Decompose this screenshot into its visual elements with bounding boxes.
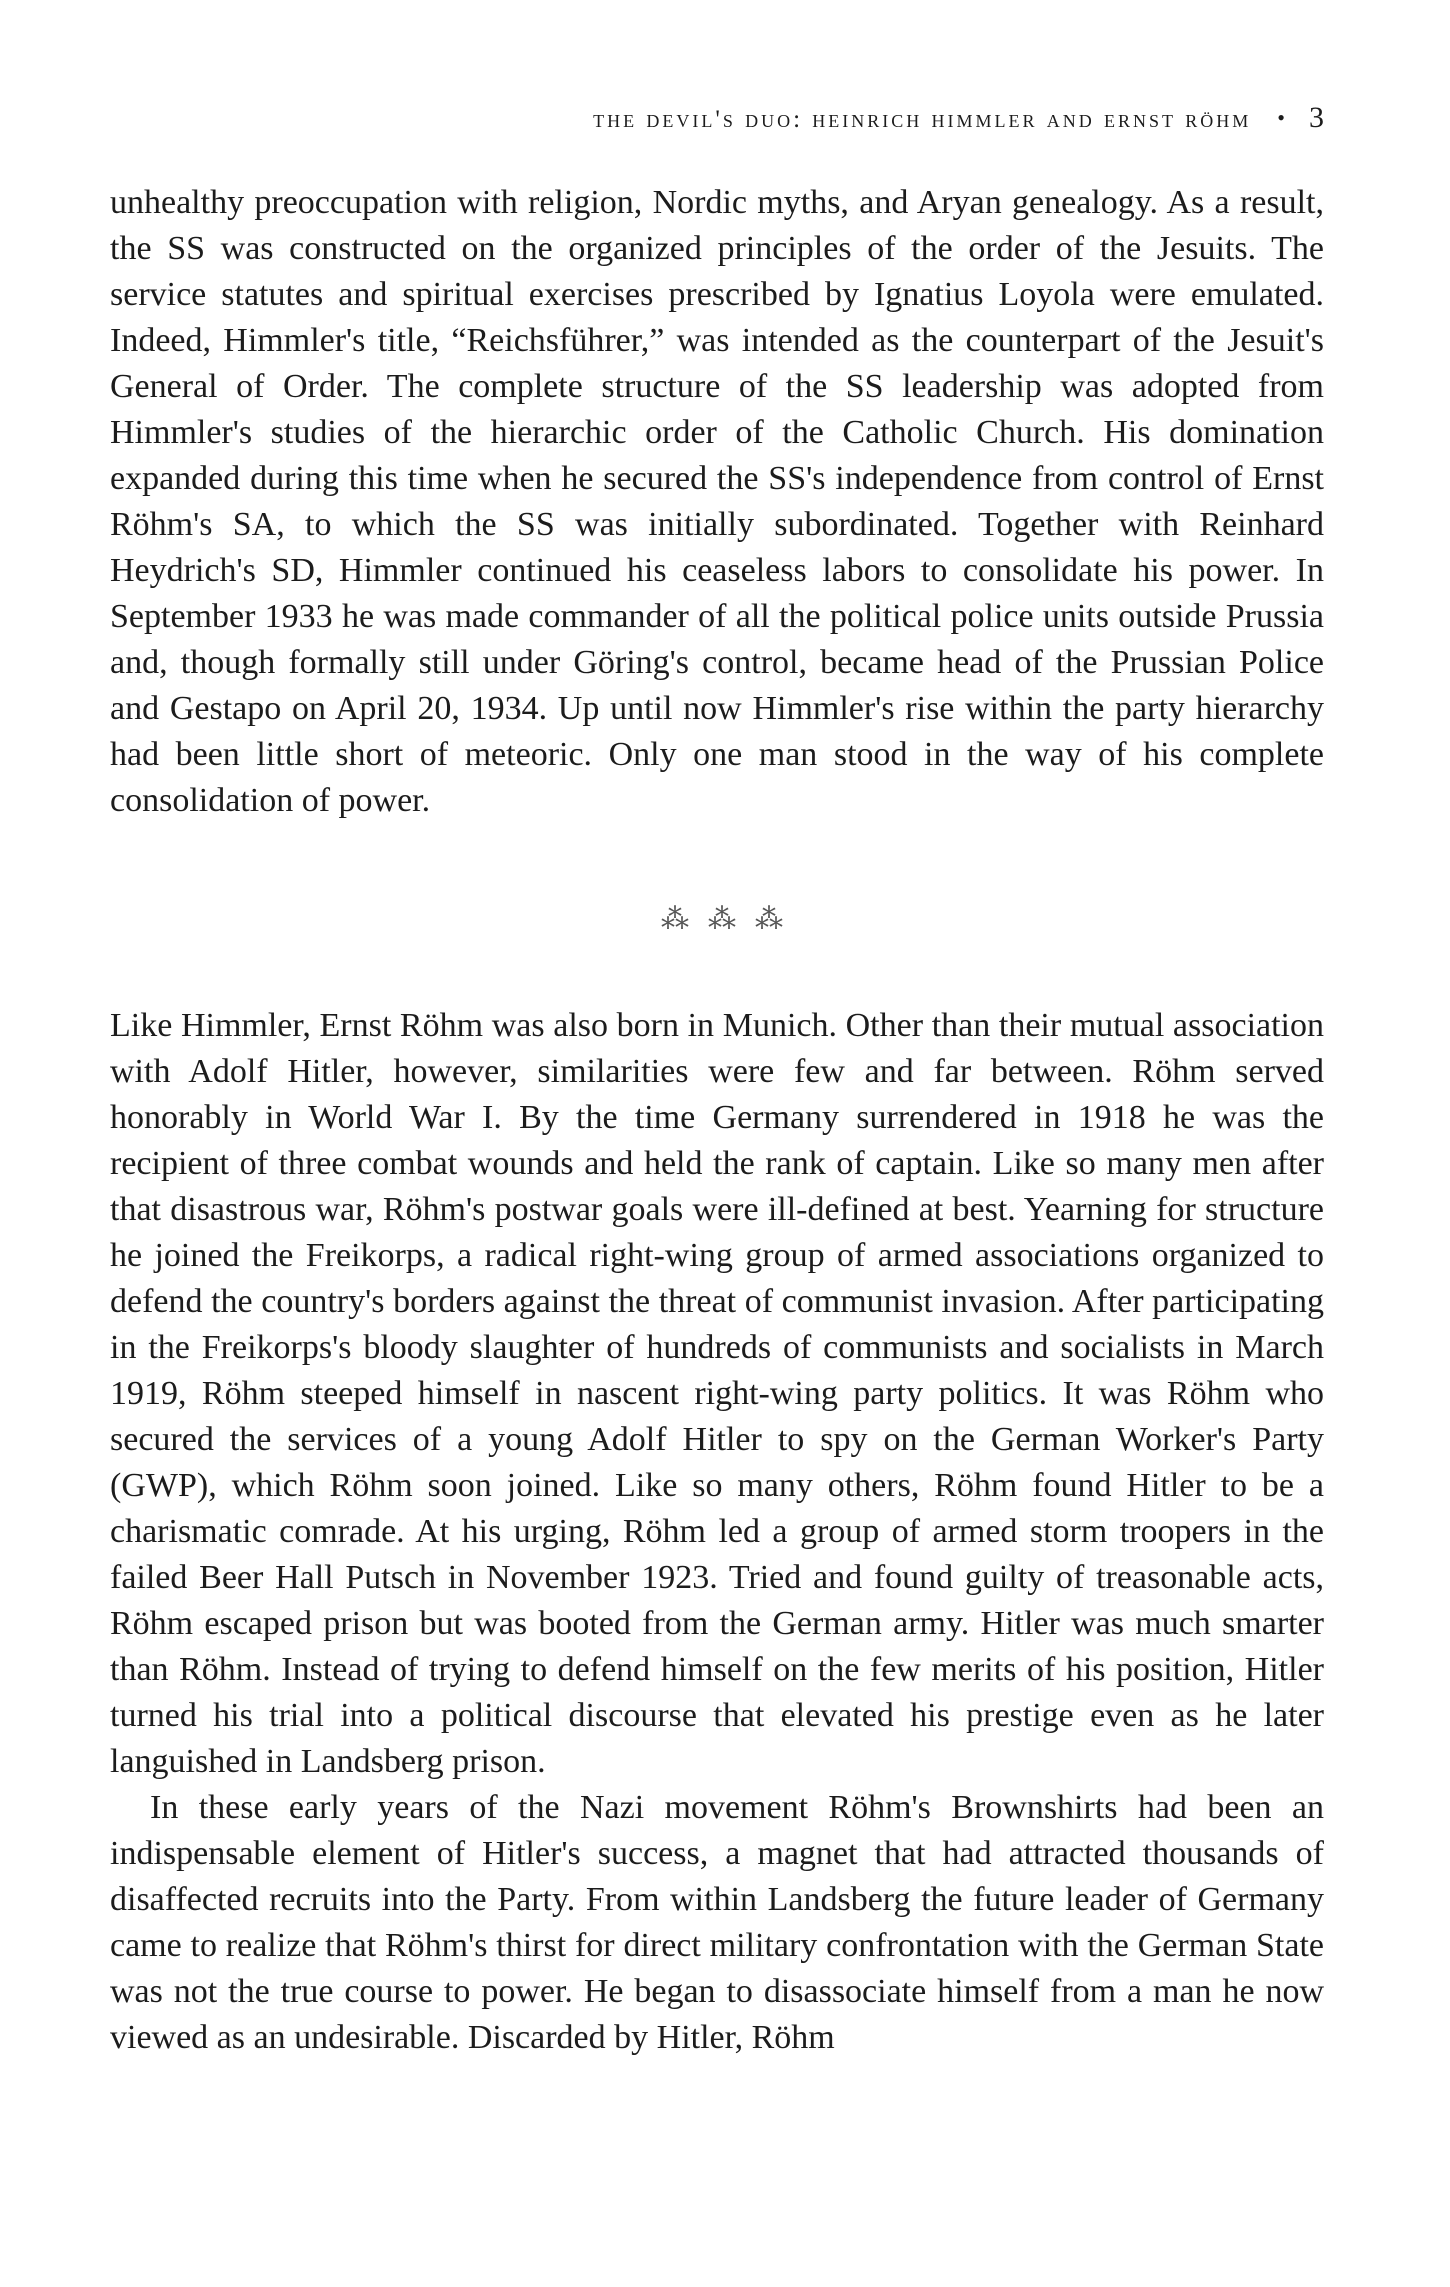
page-number: 3 <box>1309 101 1324 134</box>
paragraph-brownshirts: In these early years of the Nazi movement Röhm's Brownshirts had been an indispensable element of Hitler's success, a magnet that had attracted thousands of disaffected recruits into the Party. From within Landsberg the future leader of Germany came to realize that Röhm's thirst for direct military confrontation with the German State was not the true course to power. He began to disassociate himself from a man he now viewed as an undesirable. Discarded by Hitler, Röhm <box>110 1789 1324 2056</box>
text-block-after-break <box>110 1003 1324 2061</box>
running-head-title: the devil's duo: heinrich himmler and ernst röhm <box>593 106 1252 133</box>
paragraph-rohm-intro: Like Himmler, Ernst Röhm was also born in Munich. Other than their mutual association with Adolf Hitler, however, similarities were few and far between. Röhm served honorably in World War I. By the time Germany surrendered in 1918 he was the recipient of three combat wounds and held the rank of captain. Like so many men after that disastrous war, Röhm's postwar goals were ill-defined at best. Yearning for structure he joined the Freikorps, a radical right-wing group of armed associations organized to defend the country's borders against the threat of communist invasion. After participating in the Freikorps's bloody slaughter of hundreds of communists and socialists in March 1919, Röhm steeped himself in nascent right-wing party politics. It was Röhm who secured the services of a young Adolf Hitler to spy on the German Worker's Party (GWP), which Röhm soon joined. Like so many others, Röhm found Hitler to be a charismatic comrade. At his urging, Röhm led a group of armed storm troopers in the failed Beer Hall Putsch in November 1923. Tried and found guilty of treasonable acts, Röhm escaped prison but was booted from the German army. Hitler was much smarter than Röhm. Instead of trying to defend himself on the few merits of his position, Hitler turned his trial into a political discourse that elevated his prestige even as he later languished in Landsberg prison. <box>110 1007 1324 1780</box>
running-head <box>110 98 1324 138</box>
section-break-ornament: ⁂ ⁂ ⁂ <box>661 904 789 935</box>
text-block-before-break <box>110 180 1324 824</box>
running-head-bullet: • <box>1277 105 1287 130</box>
paragraph-continued: unhealthy preoccupation with religion, Nordic myths, and Aryan genealogy. As a result, the SS was constructed on the organized principles of the order of the Jesuits. The service statutes and spiritual exercises prescribed by Ignatius Loyola were emulated. Indeed, Himmler's title, “Reichsführer,” was intended as the counterpart of the Jesuit's General of Order. The complete structure of the SS leadership was adopted from Himmler's studies of the hierarchic order of the Catholic Church. His domination expanded during this time when he secured the SS's independence from control of Ernst Röhm's SA, to which the SS was initially subordinated. Together with Reinhard Heydrich's SD, Himmler continued his ceaseless labors to consolidate his power. In September 1933 he was made commander of all the political police units outside Prussia and, though formally still under Göring's control, became head of the Prussian Police and Gestapo on April 20, 1934. Up until now Himmler's rise within the party hierarchy had been little short of meteoric. Only one man stood in the way of his complete consolidation of power. <box>110 184 1324 819</box>
